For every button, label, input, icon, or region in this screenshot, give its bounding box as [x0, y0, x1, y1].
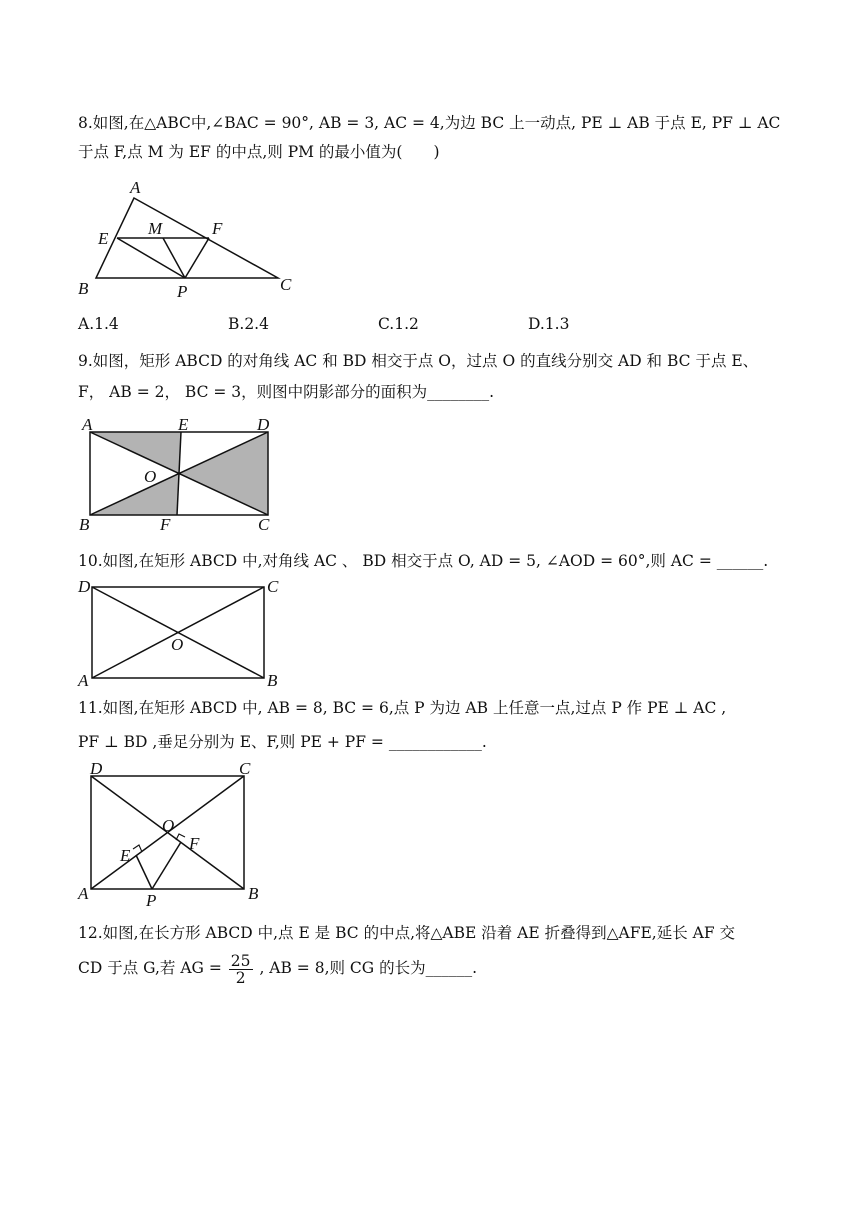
q10-text-line1: 10.如图,在矩形 ABCD 中,对角线 AC 、 BD 相交于点 O, AD = 5, ∠AOD = 60°,则 AC = ______. — [78, 552, 769, 570]
q11-label-o: O — [162, 816, 175, 835]
q8-label-p: P — [177, 282, 188, 301]
q10-figure — [76, 576, 286, 688]
q10-label-a: A — [78, 671, 89, 690]
q9-figure — [78, 414, 278, 536]
q12-text-line1: 12.如图,在长方形 ABCD 中,点 E 是 BC 的中点,将△ABE 沿着 AE 折叠得到△AFE,延长 AF 交 — [78, 924, 736, 942]
q9-label-c: C — [258, 515, 270, 534]
q8-label-e: E — [98, 229, 109, 248]
q9-label-b: B — [79, 515, 90, 534]
q11-label-c: C — [239, 759, 251, 778]
q12-text-line2-pre: CD 于点 G,若 AG = — [78, 959, 222, 977]
q11-text-line1: 11.如图,在矩形 ABCD 中, AB = 8, BC = 6,点 P 为边 AB 上任意一点,过点 P 作 PE ⊥ AC , — [78, 699, 727, 717]
q8-option-b: B.2.4 — [228, 315, 269, 333]
q9-text-line2: F， AB = 2， BC = 3，则图中阴影部分的面积为________. — [78, 383, 495, 401]
q9-label-d: D — [257, 415, 270, 434]
q9-text-line1: 9.如图，矩形 ABCD 的对角线 AC 和 BD 相交于点 O，过点 O 的直线分别交 AD 和 BC 于点 E、 — [78, 352, 759, 370]
q12-text-line2-post: , AB = 8,则 CG 的长为______. — [259, 959, 478, 977]
q8-label-b: B — [78, 279, 89, 298]
q8-label-f: F — [212, 219, 223, 238]
q11-label-p: P — [146, 891, 157, 910]
q9-label-a: A — [82, 415, 93, 434]
q10-label-b: B — [267, 671, 278, 690]
q12-fraction-numerator: 25 — [230, 951, 251, 970]
q10-label-d: D — [78, 577, 91, 596]
q8-figure — [76, 176, 306, 306]
q8-label-c: C — [280, 275, 292, 294]
q10-label-c: C — [267, 577, 279, 596]
q12-fraction-denominator: 2 — [235, 968, 246, 987]
q8-option-c: C.1.2 — [378, 315, 419, 333]
q11-label-d: D — [90, 759, 103, 778]
q10-label-o: O — [171, 635, 184, 654]
q11-label-f: F — [189, 834, 200, 853]
q8-option-a: A.1.4 — [78, 315, 119, 333]
q9-label-e: E — [178, 415, 189, 434]
q12-text-line2 — [78, 950, 790, 986]
q9-label-f: F — [160, 515, 171, 534]
q11-figure — [76, 758, 276, 908]
q11-label-e: E — [120, 846, 131, 865]
q8-text-line2: 于点 F,点 M 为 EF 的中点,则 PM 的最小值为( ) — [78, 143, 440, 161]
q11-label-b: B — [248, 884, 259, 903]
q11-text-line2: PF ⊥ BD ,垂足分别为 E、F,则 PE + PF = ____________. — [78, 733, 487, 751]
q11-label-a: A — [78, 884, 89, 903]
q8-label-a: A — [130, 178, 141, 197]
q12-fraction — [229, 953, 253, 986]
q8-option-d: D.1.3 — [528, 315, 570, 333]
q9-label-o: O — [144, 467, 157, 486]
q8-text-line1: 8.如图,在△ABC中,∠BAC = 90°, AB = 3, AC = 4,为边 BC 上一动点, PE ⊥ AB 于点 E, PF ⊥ AC — [78, 114, 781, 132]
q8-label-m: M — [148, 219, 163, 238]
